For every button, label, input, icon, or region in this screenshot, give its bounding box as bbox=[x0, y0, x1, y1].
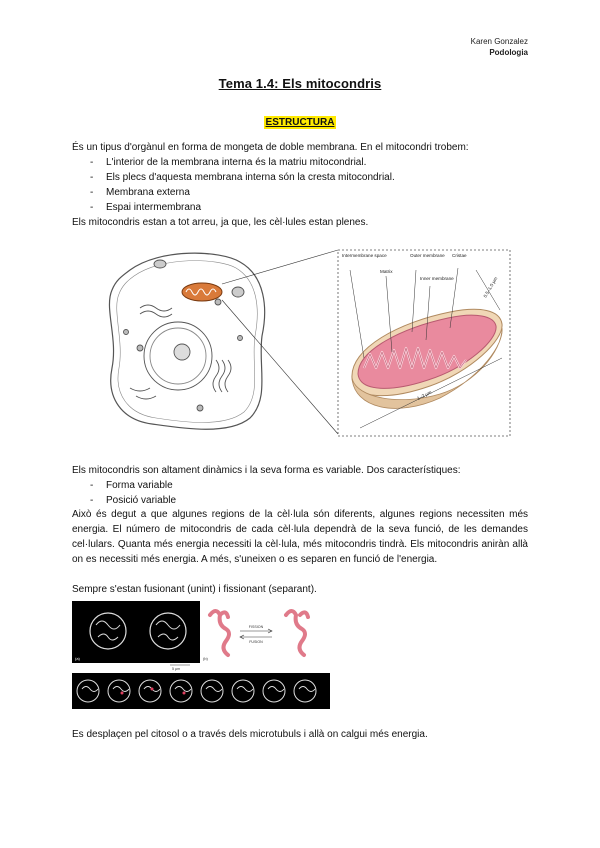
course-name: Podologia bbox=[489, 48, 528, 57]
movement-paragraph: Es desplaçen pel citosol o a través dels microtubuls i allà on calgui més energia. bbox=[72, 729, 428, 740]
list-item: - L'interior de la membrana interna és la matriu mitocondrial. bbox=[90, 155, 520, 170]
label-width: 0.5–1.0 µm bbox=[482, 276, 499, 299]
label-matrix: Matrix bbox=[380, 269, 393, 274]
section-heading-text: ESTRUCTURA bbox=[265, 117, 335, 128]
explanation-paragraph: Això és degut a que algunes regions de la cèl·lula són diferents, algunes regions necessiten més energia. El número de mitocondris de cada cèl·lula dependrà de la seva funció, de les demandes cel·lulars. Quanta més energia necessiti la cèl·lula, més mitocondris tindrà. Els mitocondris aniràn allà on es necessiti més energia. A més, s'uneixen o es separen en funció de l'energia. bbox=[72, 509, 528, 565]
mitochondrion-structure-figure bbox=[100, 248, 512, 440]
dynamics-paragraph: Els mitocondris son altament dinàmics i la seva forma es variable. Dos característiques: bbox=[72, 465, 461, 476]
panel-a-label: (a) bbox=[75, 656, 80, 661]
section-heading bbox=[0, 112, 600, 130]
zoom-line bbox=[222, 300, 338, 434]
micrograph-panel-b bbox=[200, 601, 330, 663]
label-length: 1–2 µm bbox=[416, 389, 433, 401]
panel-b-label: (b) bbox=[203, 656, 208, 661]
characteristics-list bbox=[90, 478, 520, 508]
list-item: - Els plecs d'aquesta membrana interna són la cresta mitocondrial. bbox=[90, 170, 520, 185]
fission-fusion-figure bbox=[72, 601, 330, 709]
intro-paragraph: És un tipus d'orgànul en forma de mongeta de doble membrana. En el mitocondri trobem: bbox=[72, 142, 469, 153]
scale-label: 5 µm bbox=[172, 667, 181, 671]
cell-mitochondrion bbox=[182, 283, 222, 301]
micrograph-panel-a bbox=[72, 601, 200, 663]
list-item: - Espai intermembrana bbox=[90, 200, 520, 215]
fusion-paragraph: Sempre s'estan fusionant (unint) i fissionant (separant). bbox=[72, 584, 317, 595]
fusion-label: FUSION bbox=[249, 640, 263, 644]
label-cristae: Cristae bbox=[452, 253, 467, 258]
label-inner-membrane: Inner membrane bbox=[420, 276, 454, 281]
list-item: - Forma variable bbox=[90, 478, 520, 493]
zoom-line bbox=[222, 250, 338, 284]
label-outer-membrane: Outer membrane bbox=[410, 253, 445, 258]
presence-paragraph: Els mitocondris estan a tot arreu, ja que, les cèl·lules estan plenes. bbox=[72, 217, 369, 228]
list-item: - Posició variable bbox=[90, 493, 520, 508]
label-intermembrane: Intermembrane space bbox=[342, 253, 387, 258]
cell-diagram bbox=[109, 253, 264, 429]
time-lapse-strip bbox=[72, 673, 330, 709]
fission-label: FISSION bbox=[248, 625, 264, 629]
page-title: Tema 1.4: Els mitocondris bbox=[218, 76, 382, 91]
author-block bbox=[471, 36, 528, 58]
list-item: - Membrana externa bbox=[90, 185, 520, 200]
author-name: Karen Gonzalez bbox=[470, 37, 528, 46]
structure-list bbox=[90, 155, 520, 215]
